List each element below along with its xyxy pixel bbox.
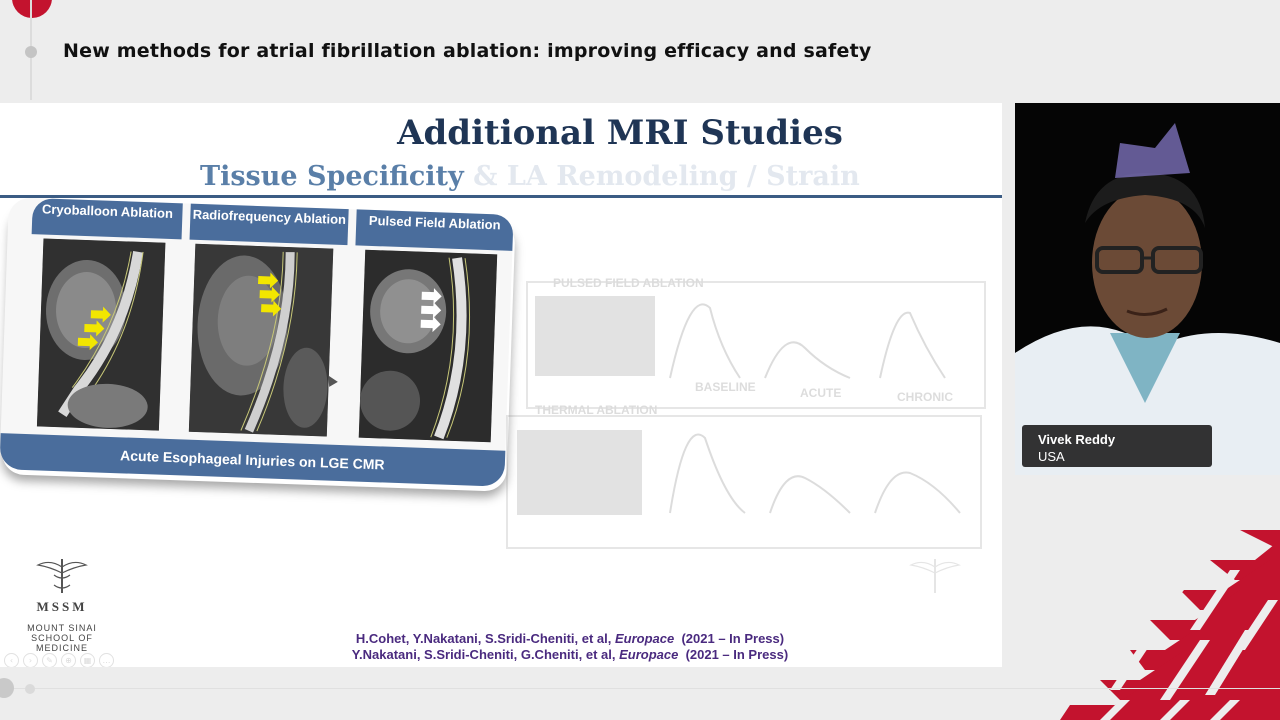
subtitle-active: Tissue Specificity bbox=[200, 161, 464, 192]
mri-image-pulsed-field bbox=[359, 250, 497, 442]
faded-strain-figure bbox=[505, 268, 990, 553]
bottom-timeline-dot bbox=[0, 678, 14, 698]
caduceus-icon bbox=[32, 555, 92, 595]
slide-subtitle bbox=[200, 161, 860, 192]
slide-divider bbox=[0, 195, 1002, 198]
mssm-logo: MSSM MOUNT SINAI SCHOOL OF MEDICINE bbox=[22, 555, 102, 653]
slide-title: Additional MRI Studies bbox=[397, 113, 843, 153]
red-triangle-pattern bbox=[1040, 530, 1280, 720]
back-icon[interactable]: ‹ bbox=[4, 653, 19, 667]
presentation-slide bbox=[0, 103, 1002, 667]
mri-comparison-panel bbox=[0, 197, 514, 486]
pen-icon[interactable]: ✎ bbox=[42, 653, 57, 667]
speaker-video bbox=[1015, 103, 1280, 475]
white-arrow-icon bbox=[420, 288, 442, 333]
grid-icon[interactable]: ▦ bbox=[80, 653, 95, 667]
citation-1: H.Cohet, Y.Nakatani, S.Sridi-Cheniti, et al, Europace (2021 – In Press) bbox=[355, 631, 785, 646]
speaker-country: USA bbox=[1038, 449, 1065, 464]
more-icon[interactable]: … bbox=[99, 653, 114, 667]
zoom-icon[interactable]: ⊕ bbox=[61, 653, 76, 667]
session-title: New methods for atrial fibrillation ablation: improving efficacy and safety bbox=[63, 40, 872, 62]
panel-header-cryoballoon: Cryoballoon Ablation bbox=[32, 198, 183, 239]
forward-icon[interactable]: › bbox=[23, 653, 38, 667]
faded-label-pulsed: PULSED FIELD ABLATION bbox=[553, 276, 704, 290]
caduceus-icon bbox=[905, 555, 965, 595]
brand-red-dot bbox=[12, 0, 52, 18]
subtitle-faded: & LA Remodeling / Strain bbox=[473, 161, 860, 192]
slide-toolbar bbox=[4, 653, 114, 667]
faded-phase-baseline: BASELINE bbox=[695, 380, 756, 394]
bottom-timeline-dot-small bbox=[25, 684, 35, 694]
bottom-timeline bbox=[0, 688, 1280, 689]
mri-image-cryoballoon bbox=[37, 239, 165, 431]
faded-label-thermal: THERMAL ABLATION bbox=[535, 403, 658, 417]
timeline-dot bbox=[25, 46, 37, 58]
mssm-logo-faded bbox=[895, 555, 975, 599]
speaker-name-tag bbox=[1022, 425, 1212, 467]
mri-image-radiofrequency bbox=[189, 244, 333, 437]
panel-header-radiofrequency: Radiofrequency Ablation bbox=[190, 204, 349, 245]
panel-footer: Acute Esophageal Injuries on LGE CMR bbox=[0, 433, 505, 487]
speaker-name: Vivek Reddy bbox=[1038, 432, 1116, 447]
faded-phase-acute: ACUTE bbox=[800, 386, 842, 400]
citation-2: Y.Nakatani, S.Sridi-Cheniti, G.Cheniti, et al, Europace (2021 – In Press) bbox=[351, 647, 789, 662]
faded-phase-chronic: CHRONIC bbox=[897, 390, 953, 404]
panel-header-pulsed-field: Pulsed Field Ablation bbox=[355, 209, 513, 250]
